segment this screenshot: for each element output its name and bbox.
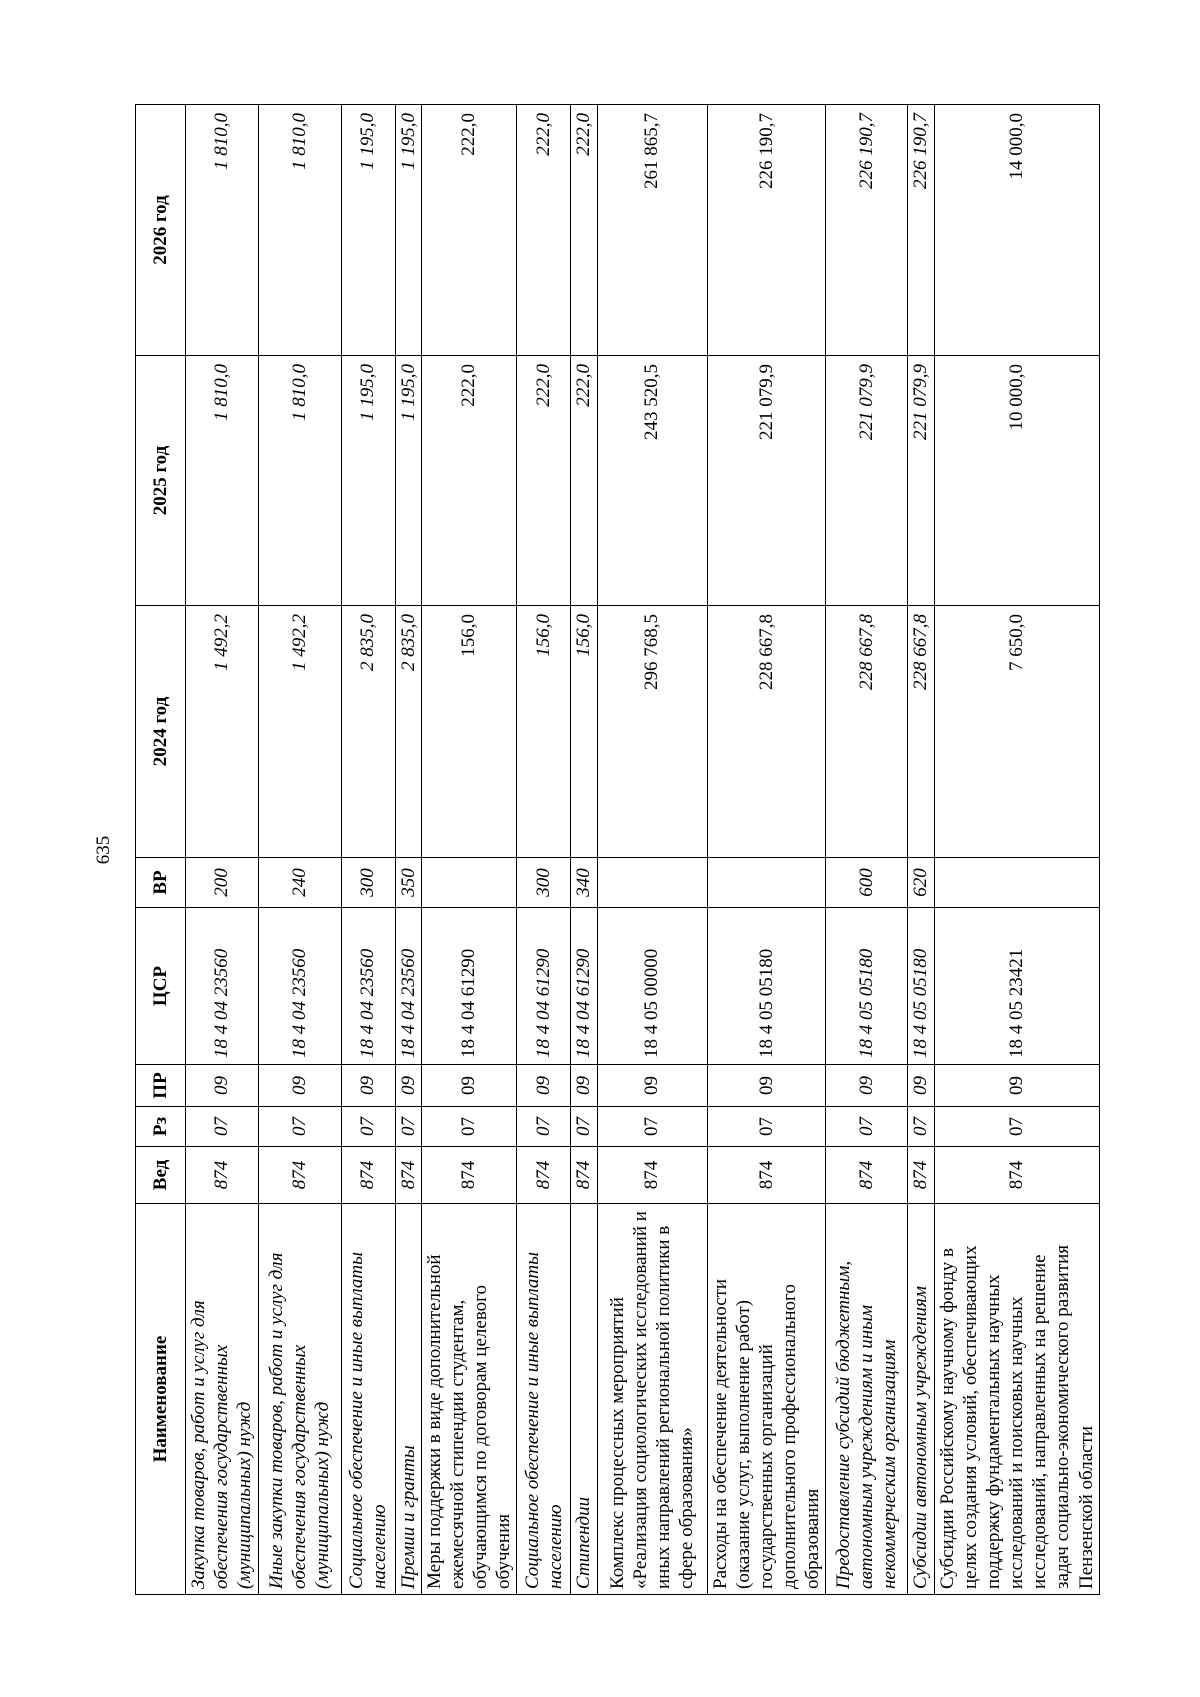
cell-pr: 09	[341, 1065, 395, 1107]
cell-csr: 18 4 04 61290	[571, 908, 597, 1065]
cell-y2024: 2 835,0	[341, 606, 395, 858]
cell-y2026: 222,0	[571, 105, 597, 356]
cell-ved: 874	[826, 1147, 908, 1204]
cell-pr: 09	[421, 1065, 517, 1107]
cell-pr: 09	[258, 1065, 341, 1107]
header-name: Наименование	[136, 1204, 186, 1595]
cell-ved: 874	[571, 1147, 597, 1204]
cell-y2026: 14 000,0	[934, 105, 1099, 356]
cell-y2025: 1 195,0	[341, 356, 395, 606]
cell-y2026: 222,0	[421, 105, 517, 356]
cell-pr: 09	[395, 1065, 421, 1107]
cell-y2026: 226 190,7	[826, 105, 908, 356]
page-number: 635	[93, 835, 114, 865]
cell-y2026: 226 190,7	[908, 105, 934, 356]
cell-y2025: 221 079,9	[826, 356, 908, 606]
cell-csr: 18 4 05 05180	[707, 908, 826, 1065]
cell-y2025: 222,0	[421, 356, 517, 606]
cell-pr: 09	[826, 1065, 908, 1107]
cell-ved: 874	[341, 1147, 395, 1204]
cell-csr: 18 4 05 05180	[826, 908, 908, 1065]
table-row	[421, 105, 517, 1595]
cell-vr: 350	[395, 858, 421, 908]
rotated-page-content	[135, 105, 1097, 1595]
table-row	[597, 105, 707, 1595]
cell-vr	[421, 858, 517, 908]
cell-name: Социальное обеспечение и иные выплаты населению	[517, 1204, 571, 1595]
cell-rz: 07	[258, 1107, 341, 1147]
cell-y2026: 261 865,7	[597, 105, 707, 356]
budget-table	[135, 104, 1100, 1595]
cell-rz: 07	[934, 1107, 1099, 1147]
cell-y2025: 10 000,0	[934, 356, 1099, 606]
header-vr: ВР	[136, 858, 186, 908]
cell-name: Комплекс процессных мероприятий «Реализация социологических исследований и иных направлений региональной политики в сфере образования»	[597, 1204, 707, 1595]
cell-rz: 07	[186, 1107, 259, 1147]
table-row	[517, 105, 571, 1595]
cell-name: Иные закупки товаров, работ и услуг для обеспечения государственных (муниципальных) нужд	[258, 1204, 341, 1595]
cell-ved: 874	[908, 1147, 934, 1204]
cell-y2025: 222,0	[517, 356, 571, 606]
cell-ved: 874	[258, 1147, 341, 1204]
cell-y2024: 228 667,8	[707, 606, 826, 858]
cell-pr: 09	[186, 1065, 259, 1107]
cell-y2026: 1 195,0	[341, 105, 395, 356]
cell-pr: 09	[517, 1065, 571, 1107]
cell-vr: 620	[908, 858, 934, 908]
table-row	[934, 105, 1099, 1595]
cell-ved: 874	[597, 1147, 707, 1204]
cell-ved: 874	[395, 1147, 421, 1204]
cell-ved: 874	[707, 1147, 826, 1204]
cell-rz: 07	[826, 1107, 908, 1147]
cell-y2026: 1 195,0	[395, 105, 421, 356]
cell-csr: 18 4 05 00000	[597, 908, 707, 1065]
cell-vr	[934, 858, 1099, 908]
table-header-row	[136, 105, 186, 1595]
cell-y2025: 1 810,0	[186, 356, 259, 606]
cell-y2026: 222,0	[517, 105, 571, 356]
table-row	[707, 105, 826, 1595]
header-csr: ЦСР	[136, 908, 186, 1065]
cell-y2025: 221 079,9	[707, 356, 826, 606]
cell-y2025: 222,0	[571, 356, 597, 606]
header-2025: 2025 год	[136, 356, 186, 606]
cell-y2026: 1 810,0	[186, 105, 259, 356]
cell-rz: 07	[341, 1107, 395, 1147]
table-body	[186, 105, 1100, 1595]
header-pr: ПР	[136, 1065, 186, 1107]
cell-name: Субсидии автономным учреждениям	[908, 1204, 934, 1595]
cell-y2025: 243 520,5	[597, 356, 707, 606]
cell-y2024: 228 667,8	[826, 606, 908, 858]
cell-ved: 874	[421, 1147, 517, 1204]
cell-csr: 18 4 04 23560	[186, 908, 259, 1065]
cell-csr: 18 4 05 05180	[908, 908, 934, 1065]
table-row	[826, 105, 908, 1595]
header-rz: Рз	[136, 1107, 186, 1147]
cell-csr: 18 4 04 23560	[395, 908, 421, 1065]
cell-vr	[597, 858, 707, 908]
cell-csr: 18 4 05 23421	[934, 908, 1099, 1065]
cell-pr: 09	[707, 1065, 826, 1107]
cell-y2026: 1 810,0	[258, 105, 341, 356]
cell-name: Меры поддержки в виде дополнительной ежемесячной стипендии студентам, обучающимся по договорам целевого обучения	[421, 1204, 517, 1595]
cell-name: Субсидии Российскому научному фонду в целях создания условий, обеспечивающих поддержку фундаментальных научных исследований и поисковых научных исследований, направленных на решение задач социально-экономического развития Пензенской области	[934, 1204, 1099, 1595]
table-row	[341, 105, 395, 1595]
cell-y2024: 1 492,2	[186, 606, 259, 858]
cell-vr: 240	[258, 858, 341, 908]
cell-vr: 300	[341, 858, 395, 908]
header-2026: 2026 год	[136, 105, 186, 356]
table-row	[908, 105, 934, 1595]
cell-rz: 07	[707, 1107, 826, 1147]
cell-rz: 07	[597, 1107, 707, 1147]
cell-name: Премии и гранты	[395, 1204, 421, 1595]
cell-ved: 874	[517, 1147, 571, 1204]
cell-pr: 09	[571, 1065, 597, 1107]
cell-y2025: 1 810,0	[258, 356, 341, 606]
cell-pr: 09	[934, 1065, 1099, 1107]
header-ved: Вед	[136, 1147, 186, 1204]
table-row	[571, 105, 597, 1595]
cell-ved: 874	[934, 1147, 1099, 1204]
cell-name: Расходы на обеспечение деятельности (оказание услуг, выполнение работ) государственных организаций дополнительного профессионального образования	[707, 1204, 826, 1595]
cell-pr: 09	[597, 1065, 707, 1107]
cell-name: Социальное обеспечение и иные выплаты населению	[341, 1204, 395, 1595]
cell-y2024: 228 667,8	[908, 606, 934, 858]
cell-y2024: 2 835,0	[395, 606, 421, 858]
cell-vr: 200	[186, 858, 259, 908]
cell-name: Стипендии	[571, 1204, 597, 1595]
cell-name: Закупка товаров, работ и услуг для обеспечения государственных (муниципальных) нужд	[186, 1204, 259, 1595]
header-2024: 2024 год	[136, 606, 186, 858]
cell-vr: 600	[826, 858, 908, 908]
cell-rz: 07	[908, 1107, 934, 1147]
cell-csr: 18 4 04 61290	[517, 908, 571, 1065]
cell-y2024: 296 768,5	[597, 606, 707, 858]
table-row	[395, 105, 421, 1595]
cell-y2024: 1 492,2	[258, 606, 341, 858]
cell-csr: 18 4 04 61290	[421, 908, 517, 1065]
table-row	[258, 105, 341, 1595]
cell-y2026: 226 190,7	[707, 105, 826, 356]
cell-rz: 07	[517, 1107, 571, 1147]
cell-rz: 07	[395, 1107, 421, 1147]
cell-y2024: 156,0	[421, 606, 517, 858]
cell-name: Предоставление субсидий бюджетным, автономным учреждениям и иным некоммерческим организациям	[826, 1204, 908, 1595]
cell-rz: 07	[421, 1107, 517, 1147]
cell-y2024: 156,0	[517, 606, 571, 858]
cell-rz: 07	[571, 1107, 597, 1147]
cell-vr	[707, 858, 826, 908]
cell-y2024: 7 650,0	[934, 606, 1099, 858]
cell-csr: 18 4 04 23560	[258, 908, 341, 1065]
cell-y2025: 1 195,0	[395, 356, 421, 606]
cell-vr: 340	[571, 858, 597, 908]
cell-pr: 09	[908, 1065, 934, 1107]
cell-y2025: 221 079,9	[908, 356, 934, 606]
cell-y2024: 156,0	[571, 606, 597, 858]
cell-csr: 18 4 04 23560	[341, 908, 395, 1065]
cell-vr: 300	[517, 858, 571, 908]
table-row	[186, 105, 259, 1595]
cell-ved: 874	[186, 1147, 259, 1204]
